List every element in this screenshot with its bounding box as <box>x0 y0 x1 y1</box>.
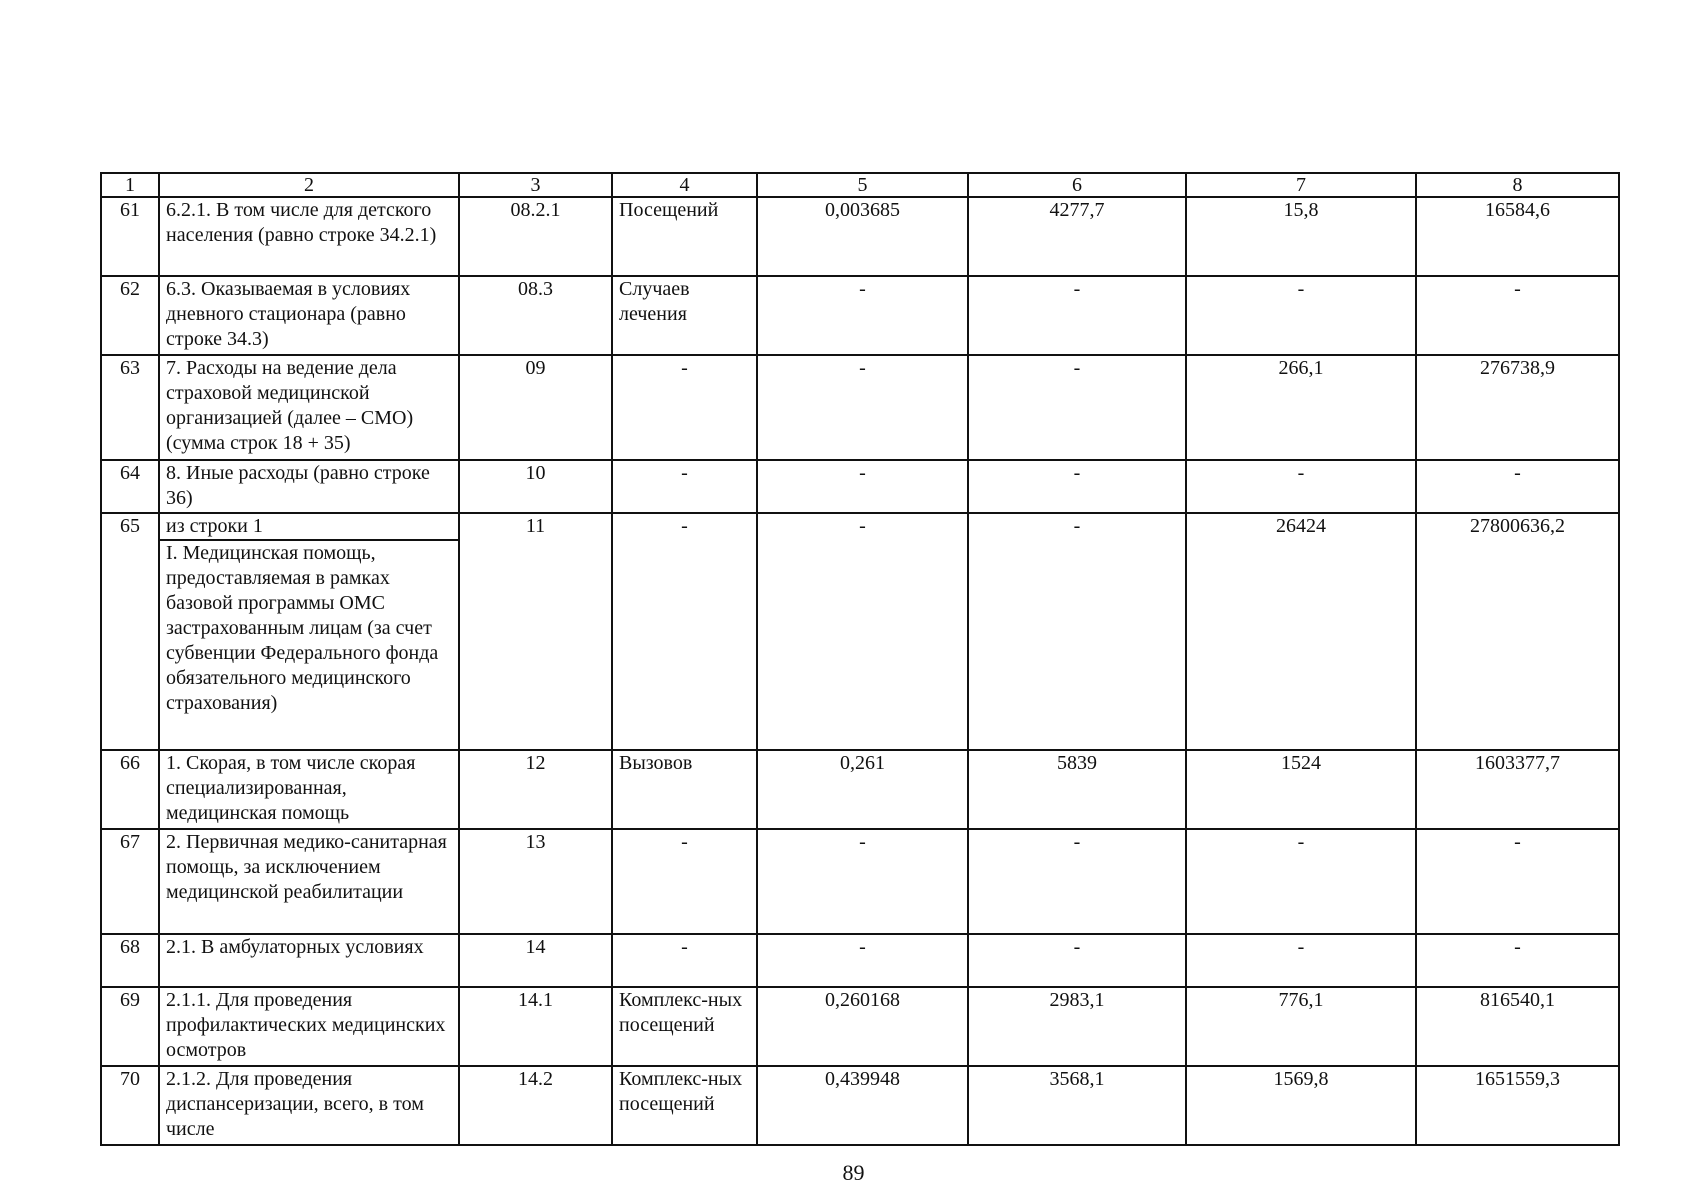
row-unit: - <box>612 829 757 934</box>
row-unit: Комплекс-ных посещений <box>612 1066 757 1145</box>
row-name: 2.1. В амбулаторных условиях <box>159 934 459 987</box>
row-value-7: - <box>1186 829 1416 934</box>
row-name: 6.2.1. В том числе для детского населения (равно строке 34.2.1) <box>159 197 459 276</box>
row-value-7: 776,1 <box>1186 987 1416 1066</box>
row-value-5: - <box>757 829 968 934</box>
row-code: 14.1 <box>459 987 612 1066</box>
column-number-5: 5 <box>757 173 968 197</box>
row-code: 11 <box>459 513 612 750</box>
row-value-5: - <box>757 460 968 513</box>
column-number-3: 3 <box>459 173 612 197</box>
row-value-5: - <box>757 276 968 355</box>
row-value-8: 16584,6 <box>1416 197 1619 276</box>
row-value-5: 0,261 <box>757 750 968 829</box>
row-code: 13 <box>459 829 612 934</box>
row-value-5: 0,003685 <box>757 197 968 276</box>
row-value-8: - <box>1416 460 1619 513</box>
table-row <box>101 1066 1619 1145</box>
row-number: 66 <box>101 750 159 829</box>
table-row <box>101 987 1619 1066</box>
row-number: 68 <box>101 934 159 987</box>
row-code: 08.3 <box>459 276 612 355</box>
row-name: 7. Расходы на ведение дела страховой медицинской организацией (далее – СМО) (сумма строк 18 + 35) <box>159 355 459 460</box>
row-value-8: 816540,1 <box>1416 987 1619 1066</box>
row-value-6: 5839 <box>968 750 1186 829</box>
column-number-4: 4 <box>612 173 757 197</box>
row-code: 12 <box>459 750 612 829</box>
row-name: 2.1.2. Для проведения диспансеризации, всего, в том числе <box>159 1066 459 1145</box>
row-value-6: - <box>968 513 1186 750</box>
row-value-6: - <box>968 460 1186 513</box>
table-row <box>101 750 1619 829</box>
row-code: 14.2 <box>459 1066 612 1145</box>
row-value-6: 4277,7 <box>968 197 1186 276</box>
row-value-7: - <box>1186 276 1416 355</box>
row-name: 2.1.1. Для проведения профилактических медицинских осмотров <box>159 987 459 1066</box>
row-unit: - <box>612 513 757 750</box>
column-number-7: 7 <box>1186 173 1416 197</box>
column-number-1: 1 <box>101 173 159 197</box>
row-value-8: 27800636,2 <box>1416 513 1619 750</box>
row-value-8: - <box>1416 829 1619 934</box>
row-value-6: 2983,1 <box>968 987 1186 1066</box>
row-number: 69 <box>101 987 159 1066</box>
row-value-8: 1603377,7 <box>1416 750 1619 829</box>
data-table <box>100 172 1620 1146</box>
row-value-5: 0,260168 <box>757 987 968 1066</box>
row-name-cell <box>159 513 459 750</box>
row-unit: - <box>612 934 757 987</box>
column-number-row <box>101 173 1619 197</box>
row-value-7: - <box>1186 934 1416 987</box>
row-value-6: - <box>968 829 1186 934</box>
table-row <box>101 197 1619 276</box>
table-row <box>101 934 1619 987</box>
row-code: 10 <box>459 460 612 513</box>
row-value-6: - <box>968 934 1186 987</box>
row-number: 62 <box>101 276 159 355</box>
row-number: 63 <box>101 355 159 460</box>
row-value-8: 276738,9 <box>1416 355 1619 460</box>
row-name: 6.3. Оказываемая в условиях дневного стационара (равно строке 34.3) <box>159 276 459 355</box>
column-number-8: 8 <box>1416 173 1619 197</box>
row-value-6: - <box>968 276 1186 355</box>
row-value-5: 0,439948 <box>757 1066 968 1145</box>
row-code: 14 <box>459 934 612 987</box>
column-number-2: 2 <box>159 173 459 197</box>
row-code: 08.2.1 <box>459 197 612 276</box>
row-name: 2. Первичная медико-санитарная помощь, за исключением медицинской реабилитации <box>159 829 459 934</box>
row-value-7: 1524 <box>1186 750 1416 829</box>
row-number: 67 <box>101 829 159 934</box>
row-unit: Случаев лечения <box>612 276 757 355</box>
row-name: 1. Скорая, в том числе скорая специализированная, медицинская помощь <box>159 750 459 829</box>
row-name-label: из строки 1 <box>160 514 458 541</box>
row-number: 64 <box>101 460 159 513</box>
row-value-7: 26424 <box>1186 513 1416 750</box>
row-value-5: - <box>757 513 968 750</box>
row-number: 70 <box>101 1066 159 1145</box>
row-value-6: 3568,1 <box>968 1066 1186 1145</box>
table-row <box>101 355 1619 460</box>
row-number: 65 <box>101 513 159 750</box>
row-value-8: - <box>1416 276 1619 355</box>
row-unit: Вызовов <box>612 750 757 829</box>
row-name: 8. Иные расходы (равно строке 36) <box>159 460 459 513</box>
table-row <box>101 276 1619 355</box>
table-row <box>101 513 1619 750</box>
row-value-8: 1651559,3 <box>1416 1066 1619 1145</box>
page-number: 89 <box>842 1160 865 1185</box>
row-unit: Комплекс-ных посещений <box>612 987 757 1066</box>
row-name: I. Медицинская помощь, предоставляемая в рамках базовой программы ОМС застрахованным лицам (за счет субвенции Федерального фонда обязательного медицинского страхования) <box>166 542 439 714</box>
row-value-5: - <box>757 355 968 460</box>
table-row <box>101 460 1619 513</box>
row-value-6: - <box>968 355 1186 460</box>
row-unit: Посещений <box>612 197 757 276</box>
row-value-7: 15,8 <box>1186 197 1416 276</box>
row-value-7: 266,1 <box>1186 355 1416 460</box>
row-value-7: - <box>1186 460 1416 513</box>
row-code: 09 <box>459 355 612 460</box>
row-unit: - <box>612 355 757 460</box>
row-value-8: - <box>1416 934 1619 987</box>
table-row <box>101 829 1619 934</box>
row-unit: - <box>612 460 757 513</box>
row-value-5: - <box>757 934 968 987</box>
row-number: 61 <box>101 197 159 276</box>
column-number-6: 6 <box>968 173 1186 197</box>
row-value-7: 1569,8 <box>1186 1066 1416 1145</box>
